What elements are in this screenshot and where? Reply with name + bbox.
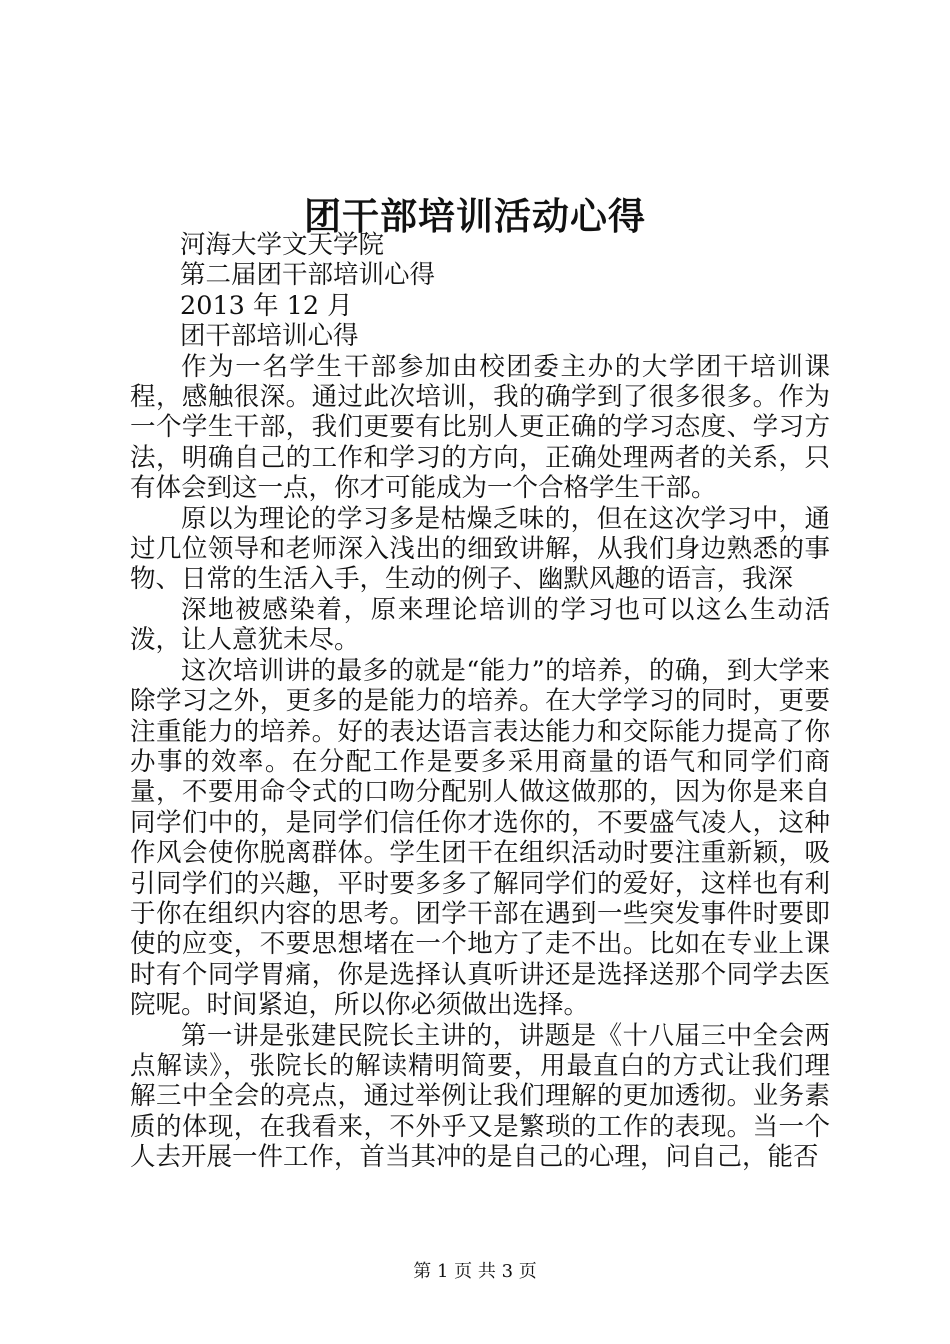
document-title: 团干部培训活动心得 [304, 194, 646, 238]
school-name: 河海大学文天学院 [180, 230, 385, 260]
paragraph: 深地被感染着，原来理论培训的学习也可以这么生动活泼，让人意犹未尽。 [130, 594, 830, 656]
paragraph: 这次培训讲的最多的就是“能力”的培养，的确，到大学来除学习之外，更多的是能力的培养。在大学学习的同时，更要注重能力的培养。好的表达语言表达能力和交际能力提高了你办事的效率。在分配工作是要多采用商量的语气和同学们商量，不要用命令式的口吻分配别人做这做那的，因为你是来自同学们中的，是同学们信任你才选你的，不要盛气凌人，这种作风会使你脱离群体。学生团干在组织活动时要注重新颖，吸引同学们的兴趣，平时要多多了解同学们的爱好，这样也有利于你在组织内容的思考。团学干部在遇到一些突发事件时要即使的应变，不要思想堵在一个地方了走不出。比如在专业上课时有个同学胃痛，你是选择认真听讲还是选择送那个同学去医院呢。时间紧迫，所以你必须做出选择。 [130, 655, 830, 1021]
document-body [130, 230, 830, 1173]
paragraph: 原以为理论的学习多是枯燥乏味的，但在这次学习中，通过几位领导和老师深入浅出的细致讲解，从我们身边熟悉的事物、日常的生活入手，生动的例子、幽默风趣的语言，我深 [130, 503, 830, 595]
subtitle: 第二届团干部培训心得 [180, 260, 436, 291]
date: 2013 年 12 月 [180, 290, 353, 321]
paragraph: 第一讲是张建民院长主讲的，讲题是《十八届三中全会两点解读》，张院长的解读精明简要，用最直白的方式让我们理解三中全会的亮点，通过举例让我们理解的更加透彻。业务素质的体现，在我看来，不外乎又是繁琐的工作的表现。当一个人去开展一件工作，首当其冲的是自己的心理，问自己，能否 [130, 1020, 830, 1173]
section-heading: 团干部培训心得 [180, 321, 359, 352]
page-number-footer: 第 1 页 共 3 页 [413, 1261, 537, 1282]
paragraph: 作为一名学生干部参加由校团委主办的大学团干培训课程，感触很深。通过此次培训，我的确学到了很多很多。作为一个学生干部，我们更要有比别人更正确的学习态度、学习方法，明确自己的工作和学习的方向，正确处理两者的关系，只有体会到这一点，你才可能成为一个合格学生干部。 [130, 351, 830, 504]
